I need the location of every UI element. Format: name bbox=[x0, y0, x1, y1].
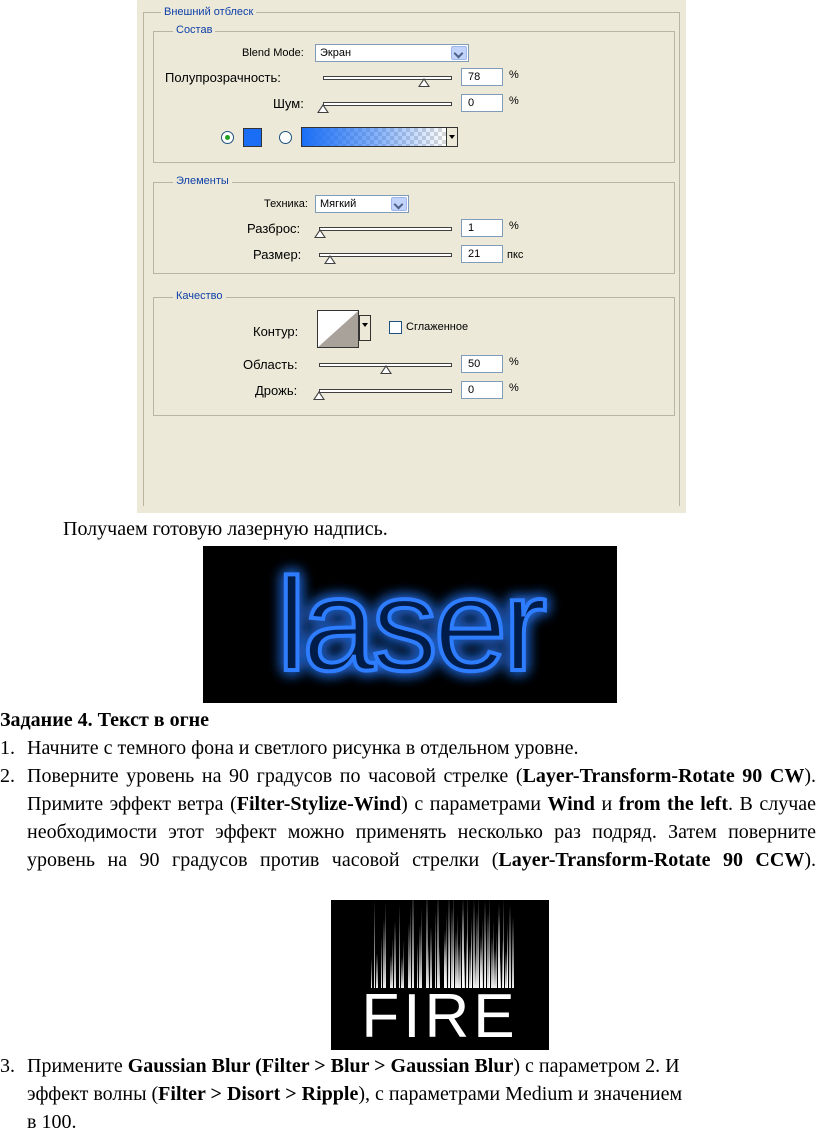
fire-image bbox=[331, 900, 549, 1050]
wind-streak bbox=[394, 921, 396, 988]
antialiased-checkbox[interactable] bbox=[389, 321, 402, 334]
size-unit: пкс bbox=[507, 249, 524, 261]
wind-streak bbox=[467, 900, 468, 988]
wind-streak bbox=[478, 900, 479, 988]
range-unit: % bbox=[509, 356, 519, 368]
contour-curve-icon bbox=[318, 311, 358, 347]
item2-number: 2. bbox=[0, 765, 15, 787]
wind-streak bbox=[471, 928, 472, 988]
gradient-dropdown-button[interactable] bbox=[446, 127, 458, 147]
item1-text: Начните с темного фона и светлого рисунка в отдельном уровне. bbox=[27, 737, 579, 759]
section-title: Внешний отблеск bbox=[161, 6, 256, 19]
jitter-unit: % bbox=[509, 382, 519, 394]
opacity-slider-track[interactable] bbox=[323, 76, 452, 80]
color-radio[interactable] bbox=[221, 131, 234, 144]
opacity-label: Полупрозрачность: bbox=[165, 70, 281, 85]
wind-streak bbox=[385, 902, 386, 988]
wind-streak bbox=[421, 908, 422, 988]
wind-streak bbox=[446, 912, 447, 988]
item3-line3: в 100. bbox=[27, 1111, 77, 1133]
wind-streak bbox=[491, 937, 493, 988]
svg-text:FIRE: FIRE bbox=[361, 982, 519, 1050]
range-label: Область: bbox=[243, 357, 298, 372]
wind-streak bbox=[374, 900, 375, 988]
jitter-slider-track[interactable] bbox=[319, 389, 452, 393]
wind-streak bbox=[460, 926, 461, 988]
wind-streak bbox=[512, 917, 514, 988]
noise-slider-track[interactable] bbox=[323, 102, 452, 106]
technique-value: Мягкий bbox=[320, 198, 357, 210]
size-label: Размер: bbox=[253, 247, 302, 262]
outer-glow-dialog bbox=[137, 0, 686, 513]
wind-streak bbox=[462, 909, 464, 988]
noise-slider-thumb[interactable] bbox=[317, 104, 329, 113]
wind-streak bbox=[503, 900, 504, 988]
elements-group-title: Элементы bbox=[173, 175, 232, 188]
wind-streak bbox=[403, 940, 404, 988]
wind-streak bbox=[489, 900, 490, 988]
item3-number: 3. bbox=[0, 1055, 15, 1077]
wind-streak bbox=[451, 907, 453, 988]
wind-streak bbox=[449, 924, 450, 988]
opacity-input[interactable] bbox=[461, 68, 503, 86]
glow-color-swatch[interactable] bbox=[243, 128, 262, 147]
wind-streak bbox=[435, 910, 436, 988]
wind-streak bbox=[430, 927, 432, 988]
noise-input[interactable] bbox=[461, 94, 503, 112]
jitter-value: 0 bbox=[468, 384, 475, 396]
noise-value: 0 bbox=[468, 97, 475, 109]
opacity-slider-thumb[interactable] bbox=[418, 78, 430, 87]
quality-group bbox=[153, 297, 675, 416]
spread-slider-track[interactable] bbox=[319, 227, 452, 231]
wind-streak bbox=[426, 900, 428, 988]
jitter-label: Дрожь: bbox=[255, 383, 298, 398]
wind-streak bbox=[485, 930, 486, 988]
wind-streak bbox=[473, 900, 475, 988]
laser-image bbox=[203, 546, 617, 703]
wind-streak bbox=[482, 918, 483, 988]
structure-group-title: Состав bbox=[173, 24, 215, 37]
technique-label: Техника: bbox=[264, 198, 308, 210]
laser-caption: Получаем готовую лазерную надпись. bbox=[63, 518, 388, 540]
fire-wind-text bbox=[331, 900, 549, 1050]
item2-text: Поверните уровень на 90 градусов по часовой стрелке (Layer-Transform-Rotate 90 CW). Примите эффект ветра (Filter-Stylize-Wind) с параметрами Wind и from the left. В случае необходимости этот эффект можно применять несколько раз подряд. Затем поверните уровень на 90 градусов против часовой стрелки (Layer-Transform-Rotate 90 CCW). bbox=[27, 765, 816, 871]
spread-label: Разброс: bbox=[247, 221, 301, 236]
gradient-radio[interactable] bbox=[279, 131, 292, 144]
wind-streak bbox=[496, 932, 497, 988]
wind-streak bbox=[412, 900, 414, 988]
contour-preview[interactable] bbox=[317, 310, 359, 348]
quality-group-title: Качество bbox=[173, 290, 226, 303]
contour-label: Контур: bbox=[253, 324, 299, 339]
chevron-down-icon[interactable] bbox=[451, 46, 467, 60]
size-value: 21 bbox=[468, 248, 481, 260]
jitter-slider-thumb[interactable] bbox=[313, 391, 325, 400]
opacity-value: 78 bbox=[468, 71, 481, 83]
blend-mode-value: Экран bbox=[320, 47, 352, 59]
range-slider-thumb[interactable] bbox=[380, 365, 392, 374]
wind-streak bbox=[410, 906, 411, 988]
blend-mode-label: Blend Mode: bbox=[242, 47, 304, 59]
wind-streak bbox=[493, 920, 494, 988]
chevron-down-icon[interactable] bbox=[391, 197, 407, 211]
wind-streak bbox=[457, 914, 458, 988]
wind-streak bbox=[383, 919, 385, 988]
wind-streak bbox=[419, 925, 421, 988]
wind-streak bbox=[381, 936, 382, 988]
wind-streak bbox=[408, 923, 410, 988]
size-input[interactable] bbox=[461, 245, 503, 263]
blend-mode-select[interactable] bbox=[315, 44, 469, 62]
technique-select[interactable] bbox=[315, 195, 409, 213]
wind-streak bbox=[455, 931, 457, 988]
spread-slider-thumb[interactable] bbox=[314, 229, 326, 238]
range-value: 50 bbox=[468, 358, 481, 370]
wind-streak bbox=[453, 900, 454, 988]
wind-streak bbox=[476, 911, 478, 988]
jitter-input[interactable] bbox=[461, 381, 503, 399]
wind-streak bbox=[498, 915, 500, 988]
opacity-unit: % bbox=[509, 69, 519, 81]
wind-streak bbox=[507, 934, 508, 988]
antialiased-label: Сглаженное bbox=[406, 321, 469, 333]
gradient-preview[interactable] bbox=[301, 127, 447, 147]
wind-streak bbox=[399, 904, 400, 988]
item3-line1: Примените Gaussian Blur (Filter > Blur > Gaussian Blur) с параметром 2. И bbox=[27, 1055, 680, 1077]
spread-input[interactable] bbox=[461, 219, 503, 237]
size-slider-track[interactable] bbox=[319, 253, 452, 257]
svg-text:laser: laser bbox=[276, 551, 544, 698]
spread-value: 1 bbox=[468, 222, 475, 234]
wind-streak bbox=[509, 905, 511, 988]
noise-label: Шум: bbox=[273, 96, 304, 111]
size-slider-thumb[interactable] bbox=[324, 255, 336, 264]
wind-streak bbox=[437, 900, 439, 988]
laser-glow-text bbox=[203, 546, 617, 703]
wind-streak bbox=[487, 913, 489, 988]
noise-unit: % bbox=[509, 95, 519, 107]
item1-number: 1. bbox=[0, 737, 15, 759]
wind-streak bbox=[444, 941, 446, 988]
item3-line2: эффект волны (Filter > Disort > Ripple), с параметрами Medium и значением bbox=[27, 1083, 683, 1105]
task-heading: Задание 4. Текст в огне bbox=[0, 709, 210, 731]
contour-dropdown-button[interactable] bbox=[359, 315, 371, 341]
wind-streak bbox=[392, 938, 393, 988]
range-input[interactable] bbox=[461, 355, 503, 373]
spread-unit: % bbox=[509, 220, 519, 232]
